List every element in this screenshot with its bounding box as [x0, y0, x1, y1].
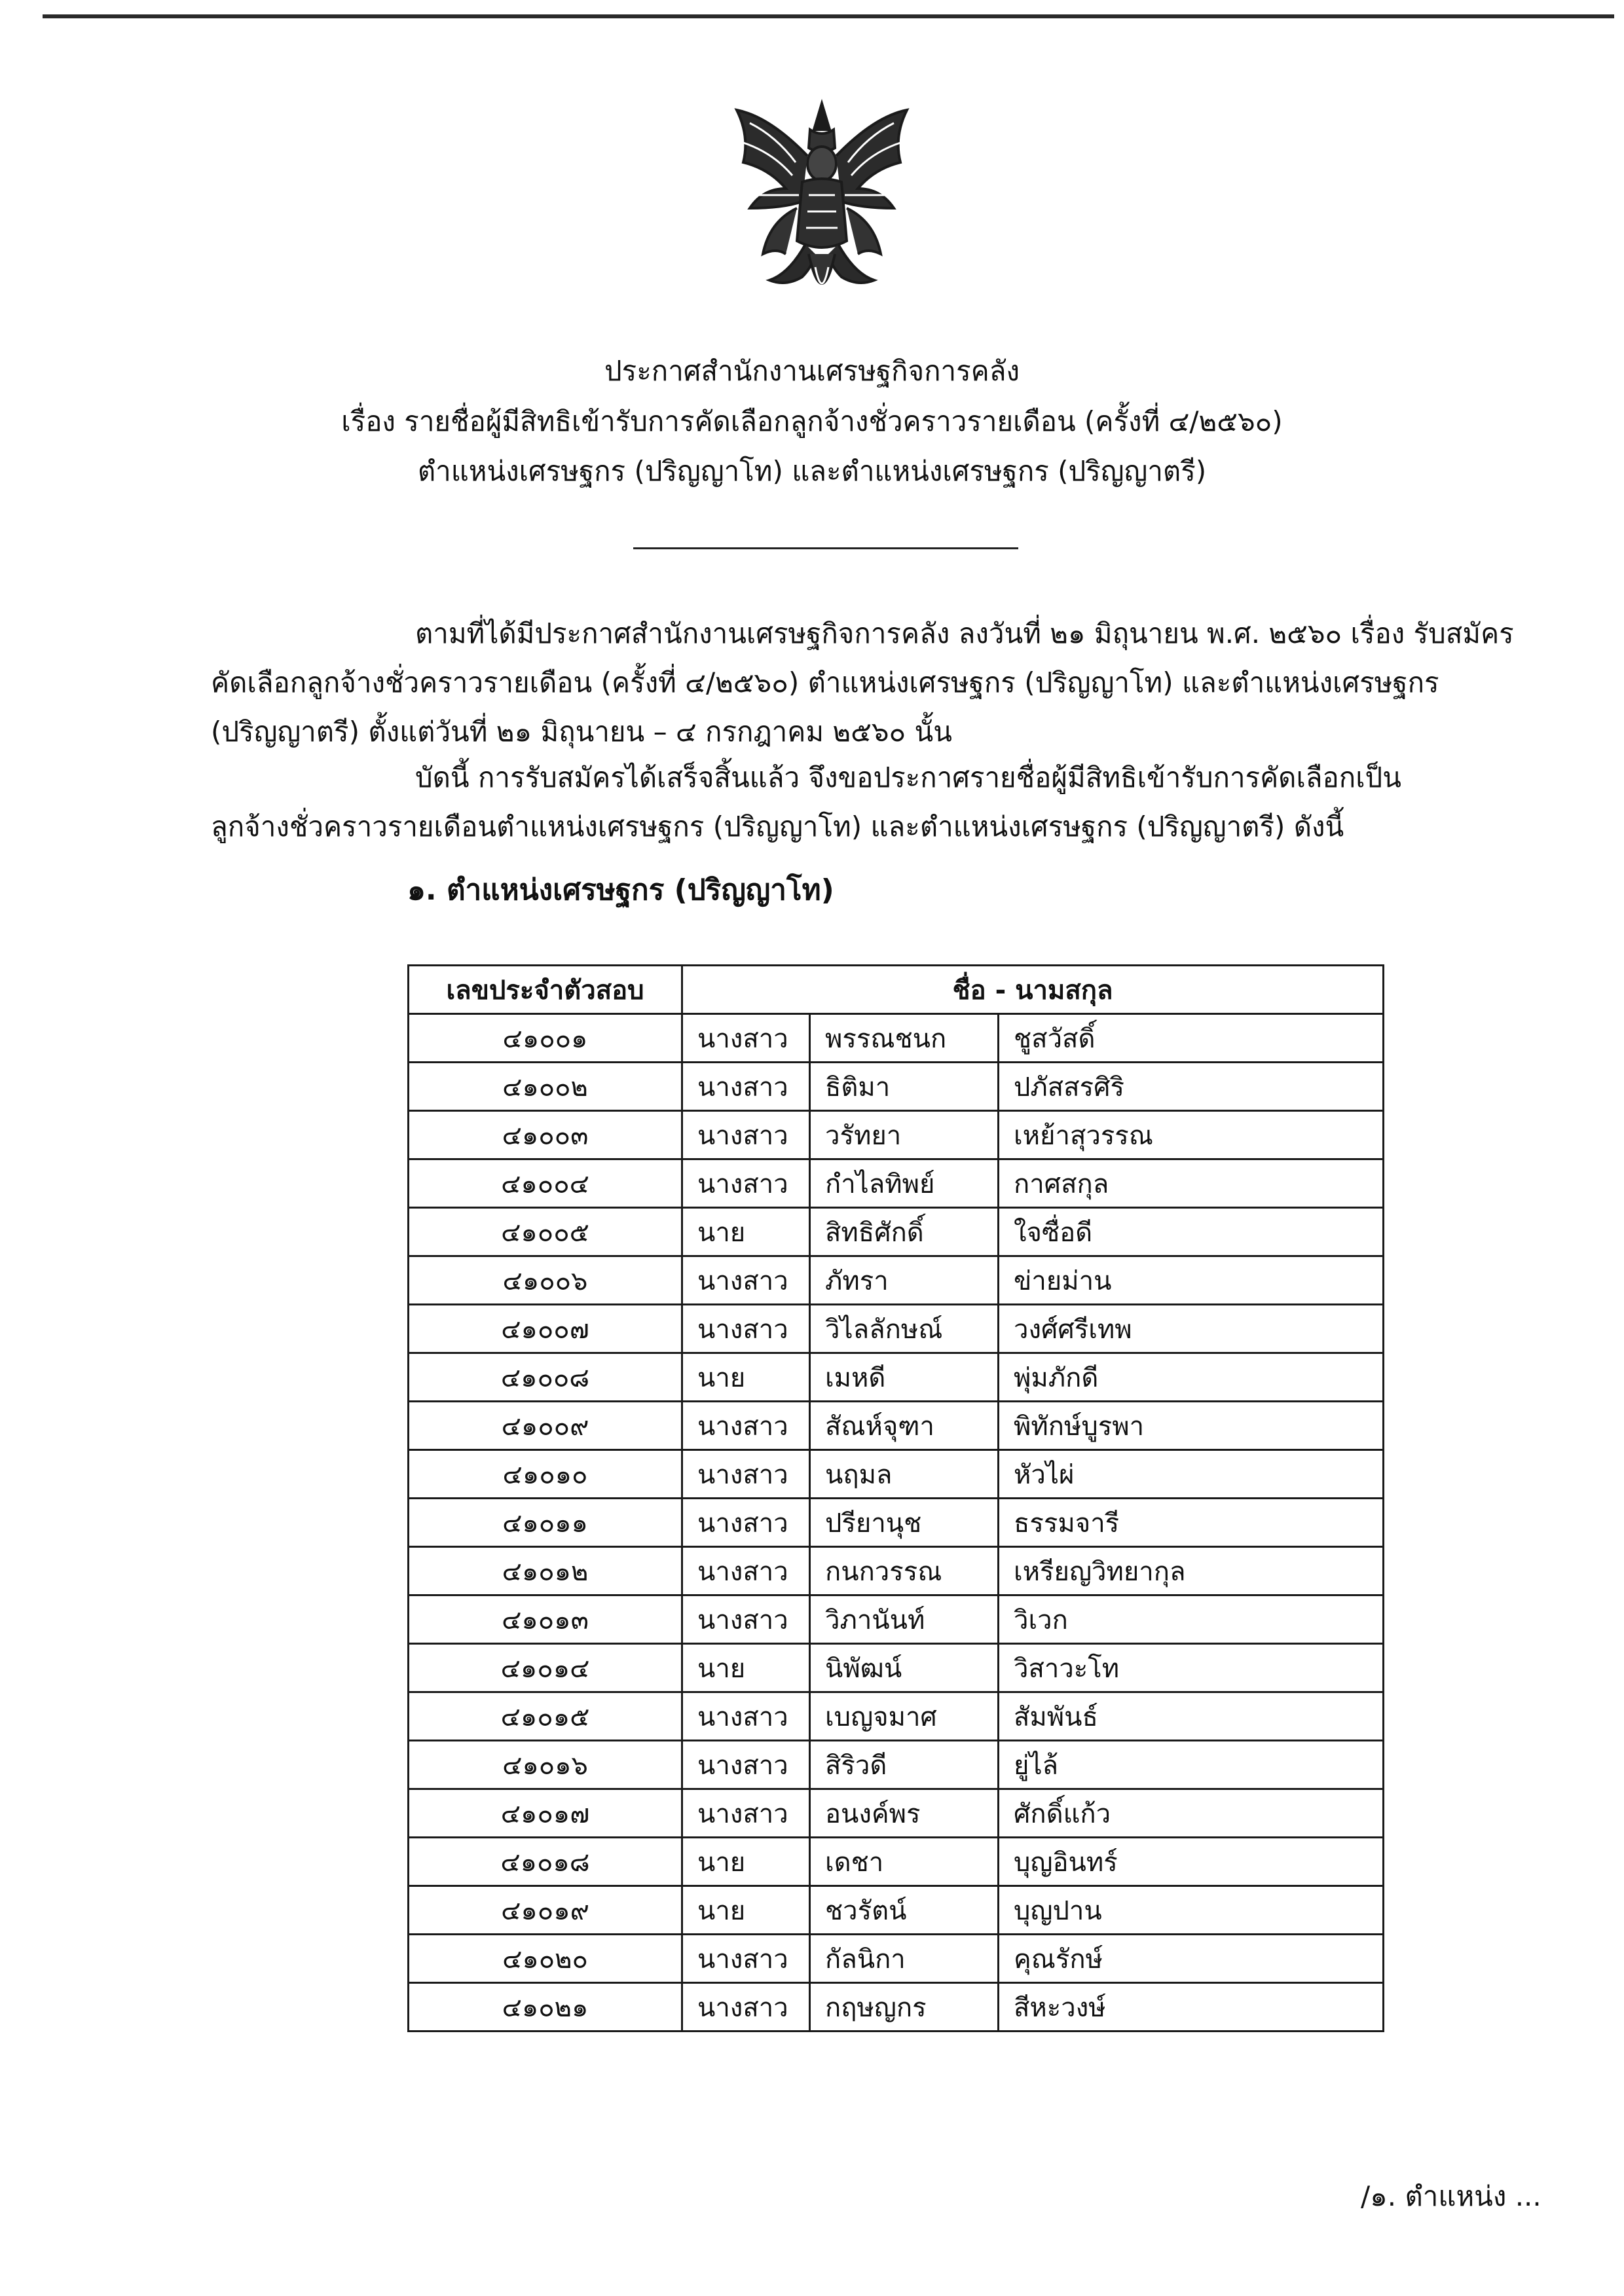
- first-name-cell: ปรียานุช: [810, 1499, 999, 1547]
- paragraph-line: ลูกจ้างชั่วคราวรายเดือนตำแหน่งเศรษฐกร (ปริญญาโท) และตำแหน่งเศรษฐกร (ปริญญาตรี) ดังนี้: [211, 811, 1344, 843]
- table-row: [409, 1935, 1384, 1983]
- first-name-cell: ชวรัตน์: [810, 1886, 999, 1935]
- name-title-cell: นาย: [682, 1644, 810, 1692]
- name-title-cell: นางสาว: [682, 1499, 810, 1547]
- table-row: [409, 1983, 1384, 2032]
- table-row: [409, 1208, 1384, 1256]
- exam-id-cell: ๔๑๐๑๔: [409, 1644, 682, 1692]
- first-name-cell: สัณห์จุฑา: [810, 1402, 999, 1450]
- name-title-cell: นาย: [682, 1208, 810, 1256]
- last-name-cell: ศักดิ์แก้ว: [999, 1789, 1384, 1838]
- table-row: [409, 1838, 1384, 1886]
- table-row: [409, 1547, 1384, 1595]
- paragraph-announcement: [211, 753, 1507, 851]
- name-title-cell: นางสาว: [682, 1935, 810, 1983]
- exam-id-cell: ๔๑๐๐๑: [409, 1014, 682, 1063]
- first-name-cell: กฤษญกร: [810, 1983, 999, 2032]
- name-title-cell: นางสาว: [682, 1789, 810, 1838]
- header-name: ชื่อ - นามสกุล: [682, 966, 1384, 1014]
- name-title-cell: นางสาว: [682, 1595, 810, 1644]
- name-title-cell: นางสาว: [682, 1692, 810, 1741]
- exam-id-cell: ๔๑๐๑๕: [409, 1692, 682, 1741]
- top-border-line: [43, 14, 1614, 18]
- heading-positions: ตำแหน่งเศรษฐกร (ปริญญาโท) และตำแหน่งเศรษฐกร (ปริญญาตรี): [417, 455, 1207, 487]
- section-title: ๑. ตำแหน่งเศรษฐกร (ปริญญาโท): [407, 873, 834, 907]
- table-row: [409, 1595, 1384, 1644]
- name-title-cell: นางสาว: [682, 1547, 810, 1595]
- table-body: [409, 1014, 1384, 2032]
- table-row: [409, 1063, 1384, 1111]
- candidate-table: [407, 964, 1384, 2032]
- table-row: [409, 1886, 1384, 1935]
- paragraph-line: (ปริญญาตรี) ตั้งแต่วันที่ ๒๑ มิถุนายน – ๔ กรกฎาคม ๒๕๖๐ นั้น: [211, 716, 952, 748]
- name-title-cell: นางสาว: [682, 1256, 810, 1305]
- exam-id-cell: ๔๑๐๑๓: [409, 1595, 682, 1644]
- header-exam-id: เลขประจำตัวสอบ: [409, 966, 682, 1014]
- table-row: [409, 1789, 1384, 1838]
- exam-id-cell: ๔๑๐๒๐: [409, 1935, 682, 1983]
- last-name-cell: บุญอินทร์: [999, 1838, 1384, 1886]
- name-title-cell: นาย: [682, 1353, 810, 1402]
- exam-id-cell: ๔๑๐๐๒: [409, 1063, 682, 1111]
- table-row: [409, 1499, 1384, 1547]
- last-name-cell: วิเวก: [999, 1595, 1384, 1644]
- last-name-cell: ธรรมจารี: [999, 1499, 1384, 1547]
- last-name-cell: หัวไผ่: [999, 1450, 1384, 1499]
- name-title-cell: นางสาว: [682, 1305, 810, 1353]
- last-name-cell: พุ่มภักดี: [999, 1353, 1384, 1402]
- table-header-row: [409, 966, 1384, 1014]
- last-name-cell: พิทักษ์บูรพา: [999, 1402, 1384, 1450]
- last-name-cell: ปภัสสรศิริ: [999, 1063, 1384, 1111]
- name-title-cell: นางสาว: [682, 1450, 810, 1499]
- first-name-cell: ภัทรา: [810, 1256, 999, 1305]
- exam-id-cell: ๔๑๐๐๘: [409, 1353, 682, 1402]
- last-name-cell: คุณรักษ์: [999, 1935, 1384, 1983]
- exam-id-cell: ๔๑๐๐๖: [409, 1256, 682, 1305]
- last-name-cell: เหย้าสุวรรณ: [999, 1111, 1384, 1159]
- exam-id-cell: ๔๑๐๐๔: [409, 1159, 682, 1208]
- first-name-cell: กนกวรรณ: [810, 1547, 999, 1595]
- name-title-cell: นางสาว: [682, 1741, 810, 1789]
- exam-id-cell: ๔๑๐๐๓: [409, 1111, 682, 1159]
- last-name-cell: ใจซื่อดี: [999, 1208, 1384, 1256]
- first-name-cell: เมหดี: [810, 1353, 999, 1402]
- table-row: [409, 1014, 1384, 1063]
- name-title-cell: นาย: [682, 1838, 810, 1886]
- heading-subject: เรื่อง รายชื่อผู้มีสิทธิเข้ารับการคัดเลือกลูกจ้างชั่วคราวรายเดือน (ครั้งที่ ๔/๒๕๖๐): [341, 405, 1283, 437]
- exam-id-cell: ๔๑๐๑๒: [409, 1547, 682, 1595]
- first-name-cell: สิทธิศักดิ์: [810, 1208, 999, 1256]
- exam-id-cell: ๔๑๐๑๙: [409, 1886, 682, 1935]
- heading-divider: [633, 547, 1018, 549]
- table-row: [409, 1159, 1384, 1208]
- paragraph-line: คัดเลือกลูกจ้างชั่วคราวรายเดือน (ครั้งที่ ๔/๒๕๖๐) ตำแหน่งเศรษฐกร (ปริญญาโท) และตำแหน่งเศรษฐกร: [211, 666, 1439, 699]
- first-name-cell: อนงค์พร: [810, 1789, 999, 1838]
- last-name-cell: สีหะวงษ์: [999, 1983, 1384, 2032]
- first-name-cell: สิริวดี: [810, 1741, 999, 1789]
- first-name-cell: วิไลลักษณ์: [810, 1305, 999, 1353]
- first-name-cell: เดชา: [810, 1838, 999, 1886]
- name-title-cell: นางสาว: [682, 1159, 810, 1208]
- exam-id-cell: ๔๑๐๑๗: [409, 1789, 682, 1838]
- exam-id-cell: ๔๑๐๑๖: [409, 1741, 682, 1789]
- first-name-cell: กัลนิกา: [810, 1935, 999, 1983]
- table-row: [409, 1402, 1384, 1450]
- last-name-cell: ชูสวัสดิ์: [999, 1014, 1384, 1063]
- garuda-emblem-icon: [724, 90, 920, 326]
- paragraph-line: ตามที่ได้มีประกาศสำนักงานเศรษฐกิจการคลัง ลงวันที่ ๒๑ มิถุนายน พ.ศ. ๒๕๖๐ เรื่อง รับสมัคร: [415, 617, 1514, 649]
- first-name-cell: ธิติมา: [810, 1063, 999, 1111]
- table-row: [409, 1111, 1384, 1159]
- first-name-cell: วรัทยา: [810, 1111, 999, 1159]
- table-row: [409, 1256, 1384, 1305]
- paragraph-reference: [211, 609, 1514, 756]
- last-name-cell: บุญปาน: [999, 1886, 1384, 1935]
- name-title-cell: นางสาว: [682, 1402, 810, 1450]
- exam-id-cell: ๔๑๐๑๑: [409, 1499, 682, 1547]
- page-continuation: /๑. ตำแหน่ง ...: [1361, 2180, 1541, 2212]
- paragraph-line: บัดนี้ การรับสมัครได้เสร็จสิ้นแล้ว จึงขอประกาศรายชื่อผู้มีสิทธิเข้ารับการคัดเลือกเป็น: [415, 761, 1401, 793]
- first-name-cell: เบญจมาศ: [810, 1692, 999, 1741]
- name-title-cell: นางสาว: [682, 1111, 810, 1159]
- table-row: [409, 1353, 1384, 1402]
- last-name-cell: สัมพันธ์: [999, 1692, 1384, 1741]
- exam-id-cell: ๔๑๐๐๕: [409, 1208, 682, 1256]
- heading-announcement-title: ประกาศสำนักงานเศรษฐกิจการคลัง: [604, 355, 1020, 387]
- name-title-cell: นางสาว: [682, 1063, 810, 1111]
- exam-id-cell: ๔๑๐๑๘: [409, 1838, 682, 1886]
- last-name-cell: วงศ์ศรีเทพ: [999, 1305, 1384, 1353]
- table-row: [409, 1305, 1384, 1353]
- first-name-cell: พรรณชนก: [810, 1014, 999, 1063]
- first-name-cell: กำไลทิพย์: [810, 1159, 999, 1208]
- name-title-cell: นางสาว: [682, 1014, 810, 1063]
- name-title-cell: นางสาว: [682, 1983, 810, 2032]
- first-name-cell: นิพัฒน์: [810, 1644, 999, 1692]
- last-name-cell: ข่ายม่าน: [999, 1256, 1384, 1305]
- last-name-cell: วิสาวะโท: [999, 1644, 1384, 1692]
- last-name-cell: ยู่ไล้: [999, 1741, 1384, 1789]
- exam-id-cell: ๔๑๐๐๗: [409, 1305, 682, 1353]
- last-name-cell: กาศสกุล: [999, 1159, 1384, 1208]
- last-name-cell: เหรียญวิทยากุล: [999, 1547, 1384, 1595]
- table-row: [409, 1741, 1384, 1789]
- first-name-cell: วิภานันท์: [810, 1595, 999, 1644]
- exam-id-cell: ๔๑๐๑๐: [409, 1450, 682, 1499]
- exam-id-cell: ๔๑๐๐๙: [409, 1402, 682, 1450]
- table-row: [409, 1644, 1384, 1692]
- table-row: [409, 1692, 1384, 1741]
- table-row: [409, 1450, 1384, 1499]
- first-name-cell: นฤมล: [810, 1450, 999, 1499]
- exam-id-cell: ๔๑๐๒๑: [409, 1983, 682, 2032]
- name-title-cell: นาย: [682, 1886, 810, 1935]
